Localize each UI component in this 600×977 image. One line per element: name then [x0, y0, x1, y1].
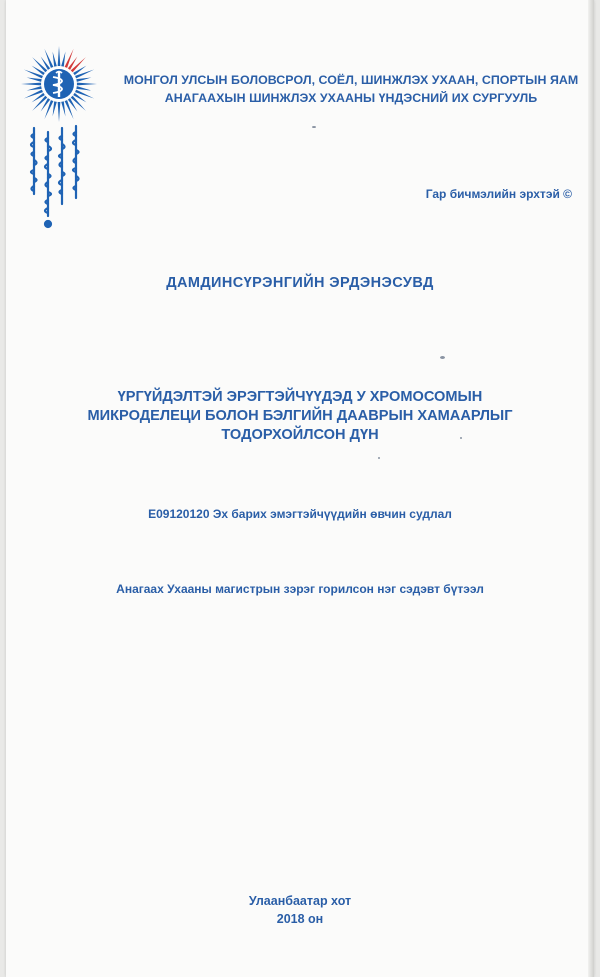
emblem-ray	[71, 96, 86, 111]
emblem-ray	[53, 52, 57, 67]
emblem-ray	[32, 57, 47, 72]
document-page	[6, 0, 594, 977]
title-line-3: ТОДОРХОЙЛСОН ДҮН	[221, 427, 379, 443]
title-line-1: ҮРГҮЙДЭЛТЭЙ ЭРЭГТЭЙЧҮҮДЭД У ХРОМОСОМЫН	[117, 389, 483, 405]
emblem-ray	[27, 86, 42, 90]
specialty-code: E09120120 Эх барих эмэгтэйчүүдийн өвчин судлал	[148, 507, 452, 521]
university-name: АНАГААХЫН ШИНЖЛЭХ УХААНЫ ҮНДЭСНИЙ ИХ СУРГУУЛЬ	[164, 91, 538, 105]
year: 2018 он	[276, 912, 324, 926]
thesis-title	[46, 388, 554, 445]
scan-speck	[460, 437, 462, 439]
emblem-ray	[71, 57, 86, 72]
ministry-name: МОНГОЛ УЛСЫН БОЛОВСРОЛ, СОЁЛ, ШИНЖЛЭХ УХААН, СПОРТЫН ЯАМ	[123, 73, 579, 87]
city: Улаанбаатар хот	[248, 894, 352, 908]
emblem-ray	[61, 52, 65, 67]
emblem-ray	[76, 86, 91, 90]
scan-speck	[378, 457, 380, 459]
degree-statement: Анагаах Ухааны магистрын зэрэг горилсон нэг сэдэвт бүтээл	[116, 582, 484, 596]
emblem-ray	[76, 78, 91, 82]
page-edge	[588, 0, 594, 977]
emblem-ray	[53, 101, 57, 116]
emblem-ray	[58, 46, 61, 66]
emblem-ray	[58, 102, 61, 122]
mongolian-script-name	[22, 124, 92, 234]
scan-speck	[312, 126, 316, 128]
emblem-ray	[61, 101, 65, 116]
emblem-ray	[21, 83, 41, 86]
emblem-ray	[27, 78, 42, 82]
emblem-ray	[32, 96, 47, 111]
ministry-header	[106, 71, 596, 107]
title-line-2: МИКРОДЕЛЕЦИ БОЛОН БЭЛГИЙН ДААВРЫН ХАМААРЛЫГ	[87, 408, 513, 424]
emblem-ray	[77, 83, 97, 86]
place-and-year	[6, 892, 594, 928]
copyright-notice: Гар бичмэлийн эрхтэй ©	[425, 187, 572, 201]
scan-speck	[440, 356, 445, 359]
university-emblem-icon	[19, 44, 99, 124]
author-name: ДАМДИНСҮРЭНГИЙН ЭРДЭНЭСУВД	[166, 275, 434, 291]
